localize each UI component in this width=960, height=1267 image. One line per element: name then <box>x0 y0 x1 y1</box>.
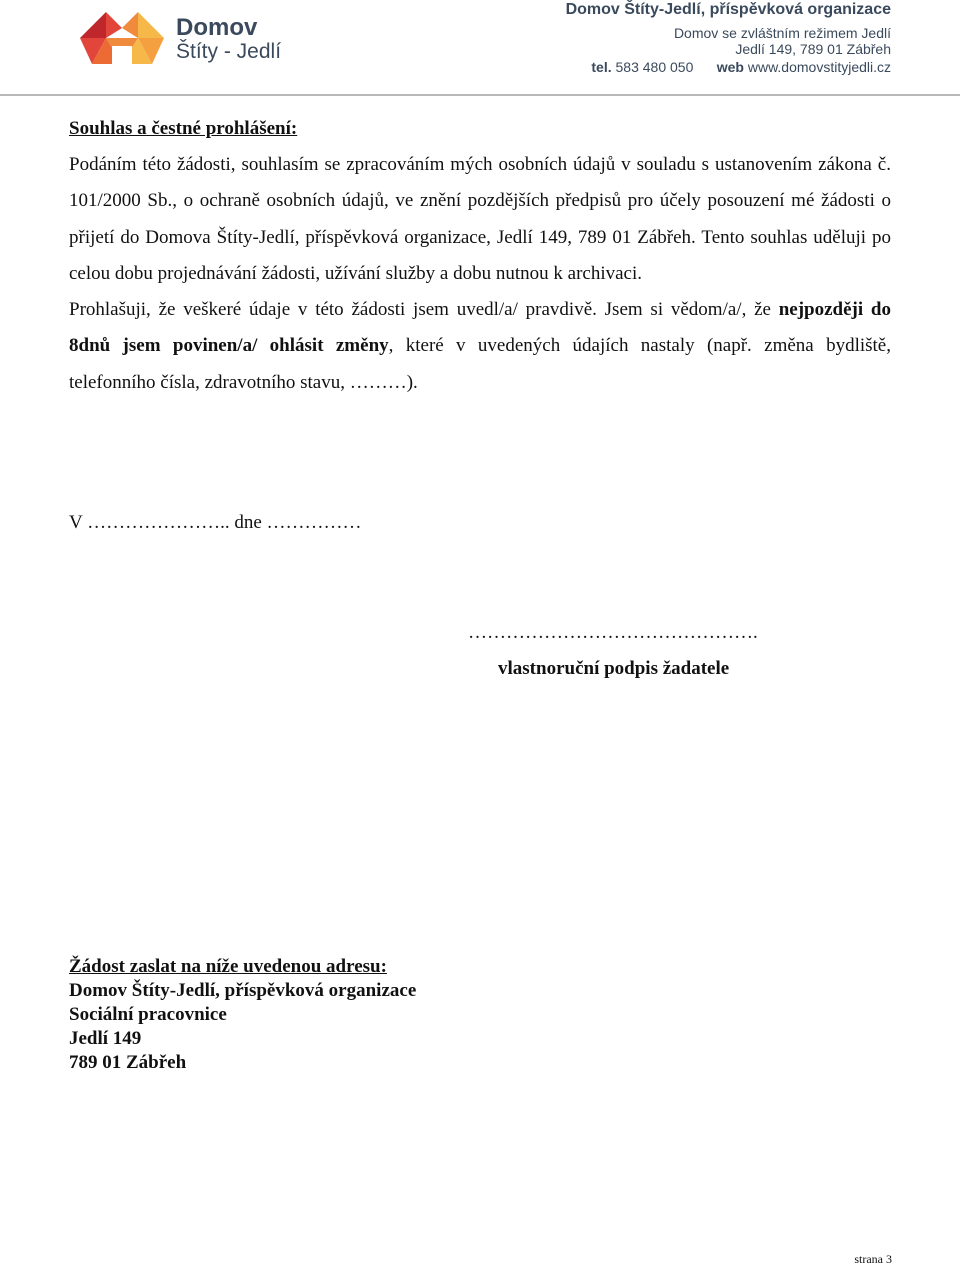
send-line-3: Jedlí 149 <box>69 1028 142 1049</box>
org-contact <box>591 59 891 75</box>
web-label: web <box>716 59 744 75</box>
org-subtitle: Domov se zvláštním režimem Jedlí <box>673 25 891 41</box>
send-address-block <box>69 955 416 1075</box>
place-date-line: V ………………….. dne …………… <box>69 512 362 533</box>
send-line-2: Sociální pracovnice <box>69 1004 227 1025</box>
consent-paragraph-2 <box>69 292 891 401</box>
send-heading: Žádost zaslat na níže uvedenou adresu: <box>69 956 387 977</box>
paragraph-2-start: Prohlašuji, že veškeré údaje v této žádosti jsem uvedl/a/ pravdivě. Jsem si vědom/a/, že <box>69 299 779 321</box>
consent-heading: Souhlas a čestné prohlášení: <box>69 118 298 139</box>
org-name: Domov Štíty-Jedlí, příspěvková organizace <box>565 1 891 18</box>
org-address: Jedlí 149, 789 01 Zábřeh <box>735 41 891 57</box>
paragraph-2-bold: nejpozději do 8dnů jsem povinen/a/ ohlásit změny <box>69 299 892 357</box>
logo-subtitle: Štíty - Jedlí <box>176 40 282 63</box>
send-line-1: Domov Štíty-Jedlí, příspěvková organizace <box>69 980 417 1001</box>
consent-paragraph-1: Podáním této žádosti, souhlasím se zpracováním mých osobních údajů v souladu s ustanovením zákona č. 101/2000 Sb., o ochraně osobních údajů, ve znění pozdějších předpisů pro účely posouzení mé žádosti o přijetí do Domova Štíty-Jedlí, příspěvková organizace, Jedlí 149, 789 01 Zábřeh. Tento souhlas uděluji po celou dobu projednávání žádosti, užívání služby a dobu nutnou k archivaci. <box>69 154 891 284</box>
consent-section <box>69 116 891 401</box>
tel-label: tel. <box>591 59 612 75</box>
send-line-4: 789 01 Zábřeh <box>69 1052 187 1073</box>
signature-line: ………………………………………. <box>468 622 758 643</box>
signature-label: vlastnoruční podpis žadatele <box>498 658 730 679</box>
web-value: www.domovstityjedli.cz <box>747 59 891 75</box>
page-header <box>0 0 960 96</box>
house-logo-icon <box>76 8 168 70</box>
header-divider <box>0 94 960 96</box>
paragraph-2-end: , které v uvedených údajích nastaly (např. změna bydliště, telefonního čísla, zdravotního stavu, ………). <box>69 335 891 393</box>
logo-name: Domov <box>176 14 258 41</box>
page-number: strana 3 <box>854 1252 892 1266</box>
tel-value: 583 480 050 <box>615 59 694 75</box>
